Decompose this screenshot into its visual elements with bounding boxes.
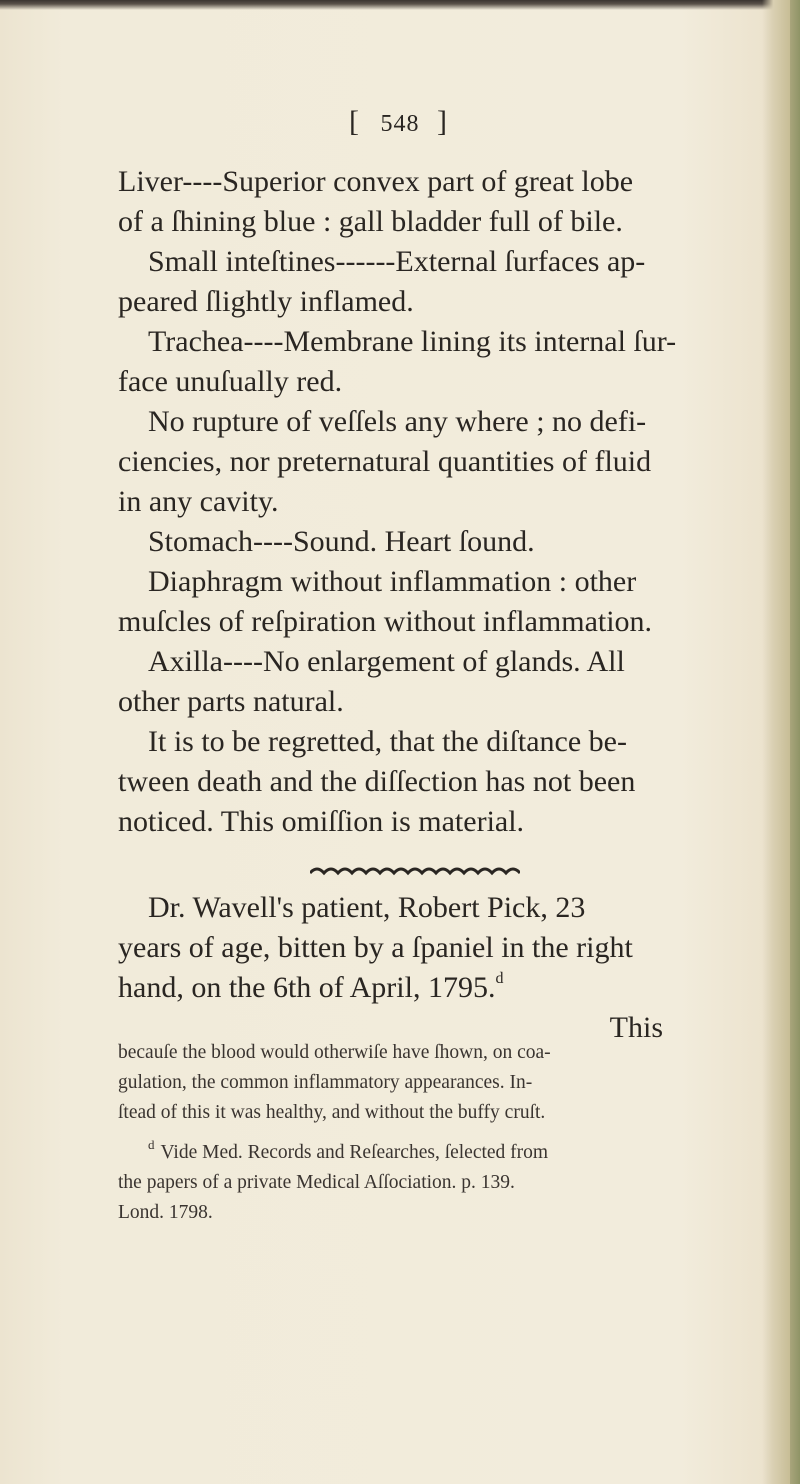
- case-line: hand, on the 6th of April, 1795.: [118, 971, 496, 1004]
- page-right-edge: [762, 0, 800, 1484]
- body-line: Stomach----Sound. Heart ſound.: [148, 525, 535, 558]
- footnote-line: ſtead of this it was healthy, and without the buffy cruſt.: [118, 1102, 546, 1123]
- body-line: Axilla----No enlargement of glands. All: [148, 645, 625, 678]
- footnote-line: becauſe the blood would otherwiſe have ſhown, on coa-: [118, 1042, 551, 1063]
- body-line: Small inteſtines------External ſurfaces ap-: [148, 245, 646, 278]
- body-line: noticed. This omiſſion is material.: [118, 805, 525, 838]
- bracket-right: ]: [437, 105, 451, 138]
- page-header: [0, 105, 800, 139]
- catchword: This: [609, 1011, 663, 1044]
- footnote-line: [118, 1138, 663, 1168]
- body-line: No rupture of veſſels any where ; no defi-: [148, 405, 647, 438]
- case-line: Dr. Wavell's patient, Robert Pick, 23: [148, 891, 586, 924]
- footnote-continuation: [118, 1038, 663, 1128]
- body-line: peared ſlightly inflamed.: [118, 285, 414, 318]
- body-line: other parts natural.: [118, 685, 344, 718]
- case-paragraph: [118, 888, 663, 1048]
- body-line: It is to be regretted, that the diſtance be-: [148, 725, 627, 758]
- body-line: face unuſually red.: [118, 365, 343, 398]
- footnote-d: [118, 1138, 663, 1228]
- footnote-reference-mark: d: [495, 970, 504, 987]
- case-line-with-mark: [118, 968, 663, 1008]
- footnote-text: Vide Med. Records and Reſearches, ſelected from: [160, 1142, 549, 1163]
- body-line: tween death and the diſſection has not been: [118, 765, 636, 798]
- footnotes: [118, 1038, 663, 1238]
- footnote-line: Lond. 1798.: [118, 1202, 213, 1223]
- footnote-line: the papers of a private Medical Aſſociation. p. 139.: [118, 1172, 515, 1193]
- body-line: Liver----Superior convex part of great lobe: [118, 165, 634, 198]
- body-paragraphs: [118, 162, 677, 842]
- footnote-line: gulation, the common inflammatory appearances. In-: [118, 1072, 533, 1093]
- body-line: in any cavity.: [118, 485, 279, 518]
- bracket-left: [: [349, 105, 363, 138]
- section-divider-ornament: [310, 864, 520, 878]
- case-line: years of age, bitten by a ſpaniel in the right: [118, 931, 633, 964]
- body-line: Diaphragm without inflammation : other: [148, 565, 637, 598]
- footnote-mark: d: [148, 1137, 155, 1152]
- page-top-edge: [0, 0, 800, 10]
- body-line: muſcles of reſpiration without inflammation.: [118, 605, 653, 638]
- body-line: Trachea----Membrane lining its internal ſur-: [148, 325, 677, 358]
- page-number: 548: [380, 111, 420, 137]
- body-line: of a ſhining blue : gall bladder full of bile.: [118, 205, 623, 238]
- body-line: ciencies, nor preternatural quantities of fluid: [118, 445, 652, 478]
